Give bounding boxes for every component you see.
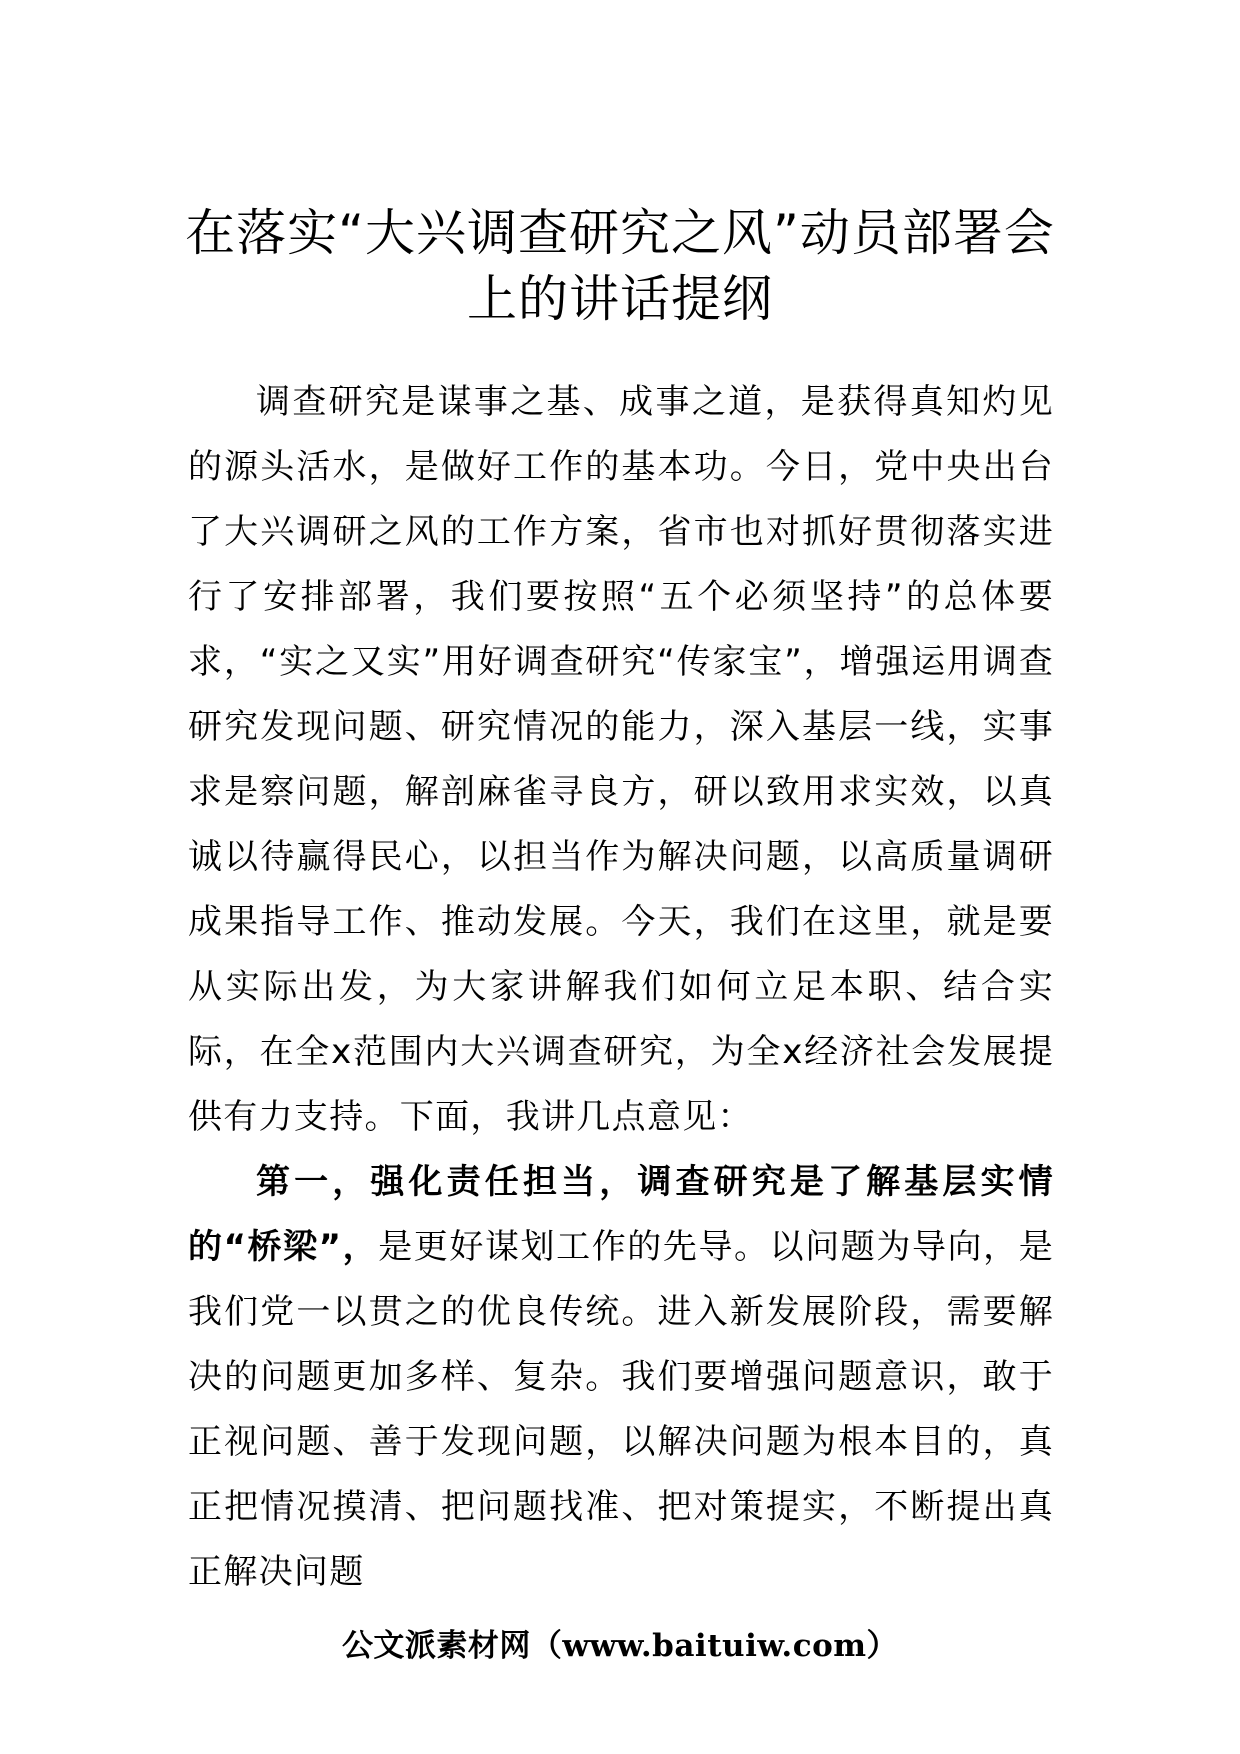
paragraph-text: 调查研究是谋事之基、成事之道，是获得真知灼见的源头活水，是做好工作的基本功。今日，党中央出台了大兴调研之风的工作方案，省市也对抓好贯彻落实进行了安排部署，我们要按照“五个必须坚持”的总体要求，“实之又实”用好调查研究“传家宝”，增强运用调查研究发现问题、研究情况的能力，深入基层一线，实事求是察问题，解剖麻雀寻良方，研以致用求实效，以真诚以待赢得民心，以担当作为解决问题，以高质量调研成果指导工作、推动发展。今天，我们在这里，就是要从实际出发，为大家讲解我们如何立足本职、结合实际，在全x范围内大兴调查研究，为全x经济社会发展提供有力支持。下面，我讲几点意见： (188, 382, 1054, 1137)
title-line-1: 在落实“大兴调查研究之风”动员部署会 (185, 204, 1055, 262)
document-title (185, 200, 1055, 332)
paragraph-point-one (188, 1150, 1054, 1605)
paragraph-intro (188, 370, 1054, 1150)
title-line-2: 上的讲话提纲 (467, 270, 773, 328)
source-footer: 公文派素材网（www.baituiw.com） (341, 1628, 899, 1664)
paragraph-lead: 第一，强化责任担当，调查研究是了解基层实情的“桥梁”， (188, 1162, 1054, 1267)
document-body (188, 370, 1054, 1605)
paragraph-text: 是更好谋划工作的先导。以问题为导向，是我们党一以贯之的优良传统。进入新发展阶段，需要解决的问题更加多样、复杂。我们要增强问题意识，敢于正视问题、善于发现问题，以解决问题为根本目的，真正把情况摸清、把问题找准、把对策提实，不断提出真正解决问题 (188, 1227, 1054, 1592)
